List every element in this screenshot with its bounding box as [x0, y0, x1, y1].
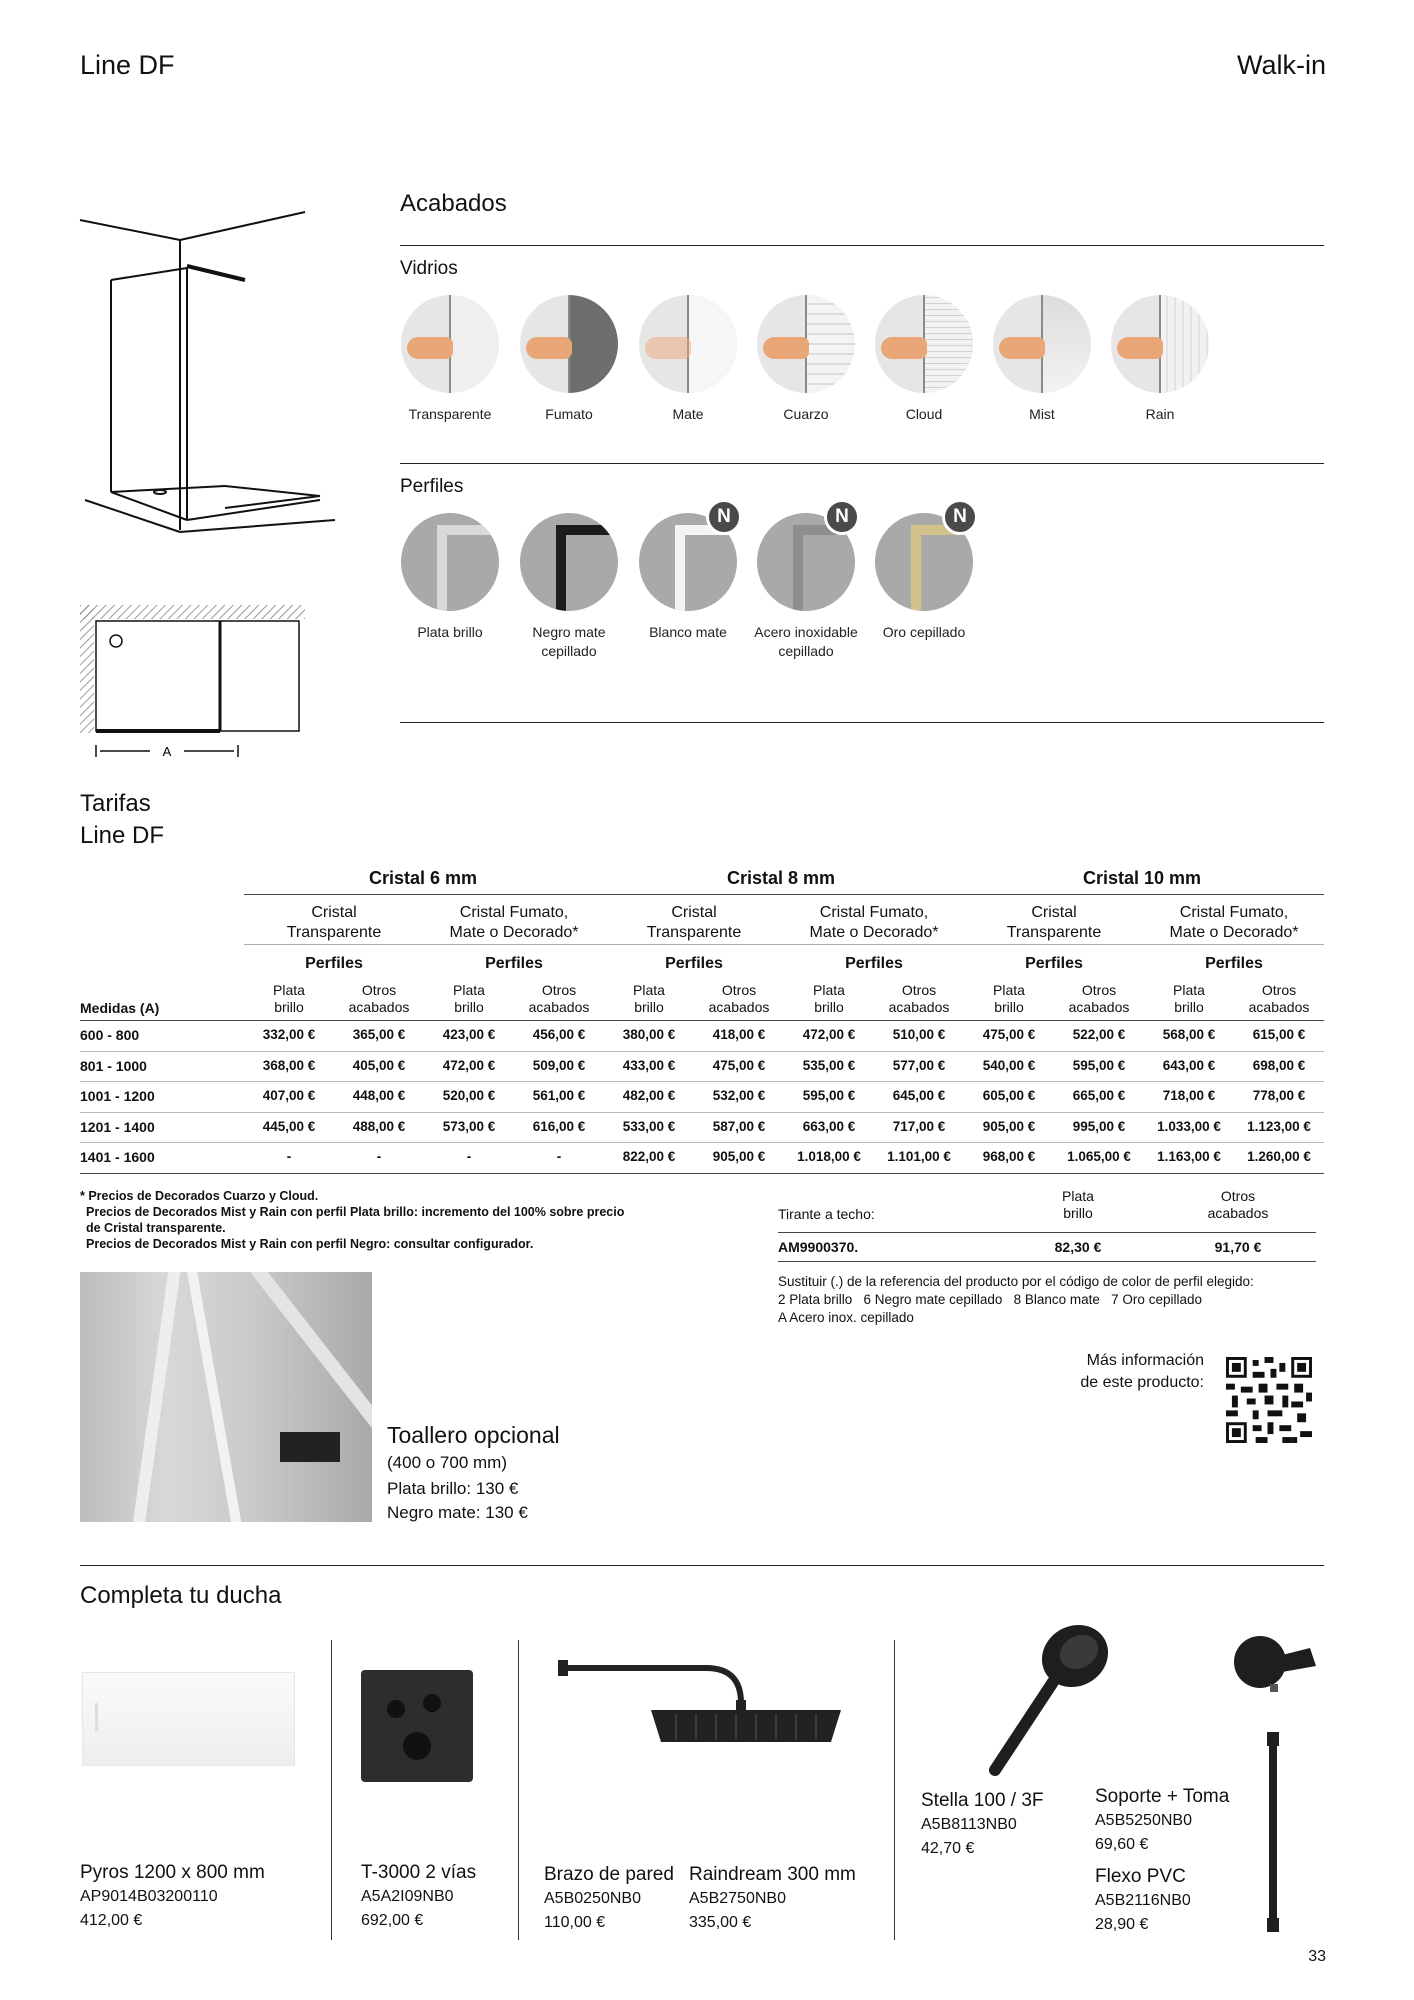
- table-cell: -: [556, 1149, 562, 1164]
- col-header-plata-brillo: Plata brillo: [633, 982, 665, 1015]
- table-cell: 616,00 €: [532, 1118, 586, 1134]
- group-header-10mm: Cristal 10 mm: [1082, 868, 1202, 888]
- table-cell: 456,00 €: [532, 1027, 586, 1042]
- swatch-mist[interactable]: [987, 295, 1097, 424]
- product-ref: A5B2116NB0: [1095, 1892, 1191, 1909]
- group-header-6mm: Cristal 6 mm: [368, 868, 478, 888]
- table-cell: 475,00 €: [712, 1057, 766, 1073]
- product-raindream[interactable]: [689, 1864, 856, 1932]
- perfil-negro-mate[interactable]: [514, 513, 624, 661]
- product-brazo[interactable]: [544, 1864, 674, 1932]
- perfil-plata-brillo[interactable]: [395, 513, 505, 642]
- swatch-image: [757, 295, 855, 393]
- product-name: T-3000 2 vías: [361, 1862, 477, 1883]
- table-cell: 1.260,00 €: [1247, 1149, 1311, 1164]
- table-cell: 1.101,00 €: [887, 1149, 951, 1164]
- table-cell: 332,00 €: [262, 1027, 316, 1042]
- table-cell: 968,00 €: [982, 1149, 1036, 1164]
- product-name: Brazo de pared: [544, 1864, 674, 1885]
- perfil-label: Oro cepillado: [882, 624, 966, 640]
- table-cell: 905,00 €: [982, 1118, 1036, 1134]
- perfiles-header: Perfiles: [485, 955, 543, 972]
- table-cell: 573,00 €: [442, 1118, 496, 1134]
- table-cell: 1.018,00 €: [797, 1149, 861, 1164]
- tirante-col2: Otros acabados: [1207, 1188, 1269, 1221]
- product-pyros[interactable]: [80, 1862, 265, 1930]
- tirante-row: [778, 1232, 1316, 1262]
- col-header-otros-acabados: Otros acabados: [348, 982, 410, 1015]
- subgroup-header: Cristal Fumato, Mate o Decorado*: [1169, 904, 1299, 941]
- product-price: 42,70 €: [921, 1840, 975, 1857]
- perfil-label: Acero inoxidable cepillado: [754, 624, 858, 659]
- swatch-label: Transparente: [408, 406, 492, 422]
- product-t3000[interactable]: [361, 1862, 476, 1930]
- divider: [80, 1020, 1324, 1021]
- group-header-8mm: Cristal 8 mm: [726, 868, 836, 888]
- tirante-price1: 82,30 €: [1054, 1239, 1102, 1255]
- divider: [518, 1640, 519, 1940]
- product-image-flexo: [1258, 1732, 1288, 1932]
- tirante-ref: AM9900370.: [778, 1239, 859, 1255]
- row-medida: 1201 - 1400: [80, 1118, 155, 1135]
- product-image-soporte: [1230, 1626, 1320, 1696]
- table-cell: 423,00 €: [442, 1027, 496, 1042]
- vidrios-title: Vidrios: [400, 258, 458, 279]
- divider: [244, 944, 1324, 945]
- product-ref: A5B5250NB0: [1095, 1812, 1192, 1829]
- table-cell: 405,00 €: [352, 1057, 406, 1073]
- table-cell: 698,00 €: [1252, 1057, 1306, 1073]
- divider: [80, 1051, 1324, 1052]
- divider: [894, 1640, 895, 1940]
- divider: [400, 722, 1324, 723]
- perfil-label: Blanco mate: [649, 624, 727, 640]
- page-number: 33: [1308, 1948, 1326, 1965]
- table-cell: 605,00 €: [982, 1088, 1036, 1103]
- table-cell: 645,00 €: [892, 1088, 946, 1103]
- table-cell: 1.163,00 €: [1157, 1149, 1221, 1164]
- row-medida: 1401 - 1600: [80, 1149, 155, 1165]
- swatch-label: Rain: [1145, 406, 1175, 422]
- product-ref: A5B2750NB0: [689, 1890, 786, 1907]
- product-flexo[interactable]: [1095, 1866, 1191, 1934]
- swatch-rain[interactable]: [1105, 295, 1215, 424]
- toallero-image: [80, 1272, 372, 1522]
- product-name: Raindream 300 mm: [689, 1864, 856, 1885]
- shower-plan-drawing: [80, 605, 310, 770]
- table-cell: 488,00 €: [352, 1118, 406, 1134]
- table-cell: 540,00 €: [982, 1057, 1036, 1073]
- table-cell: 472,00 €: [802, 1027, 856, 1042]
- table-cell: 643,00 €: [1162, 1057, 1216, 1073]
- swatch-image: [520, 295, 618, 393]
- swatch-cloud[interactable]: [869, 295, 979, 424]
- swatch-image: [639, 295, 737, 393]
- col-header-plata-brillo: Plata brillo: [453, 982, 485, 1015]
- divider: [244, 894, 1324, 895]
- table-cell: 595,00 €: [802, 1088, 856, 1103]
- product-stella[interactable]: [921, 1790, 1044, 1858]
- table-cell: 475,00 €: [982, 1027, 1036, 1042]
- divider: [80, 1173, 1324, 1174]
- table-cell: 510,00 €: [892, 1027, 946, 1042]
- perfil-image: [520, 513, 618, 611]
- table-cell: 718,00 €: [1162, 1088, 1216, 1103]
- toallero-title: Toallero opcional: [387, 1422, 560, 1448]
- subgroup-header: Cristal Fumato, Mate o Decorado*: [809, 904, 939, 941]
- completa-title: Completa tu ducha: [80, 1582, 282, 1609]
- acabados-title: Acabados: [400, 190, 507, 217]
- table-cell: 509,00 €: [532, 1057, 586, 1073]
- perfil-label: Plata brillo: [417, 624, 483, 640]
- tirante-col1: Plata brillo: [1062, 1188, 1094, 1221]
- table-cell: 472,00 €: [442, 1057, 496, 1073]
- divider: [80, 1565, 1324, 1566]
- product-price: 28,90 €: [1095, 1916, 1149, 1933]
- perfiles-header: Perfiles: [1205, 955, 1263, 972]
- subgroup-header: Cristal Transparente: [286, 904, 382, 941]
- row-medida: 1001 - 1200: [80, 1088, 155, 1104]
- product-image-pyros: [82, 1672, 295, 1766]
- table-cell: 418,00 €: [712, 1027, 766, 1042]
- table-cell: 433,00 €: [622, 1057, 676, 1073]
- perfiles-header: Perfiles: [845, 955, 903, 972]
- table-cell: 663,00 €: [802, 1118, 856, 1134]
- col-header-otros-acabados: Otros acabados: [1068, 982, 1130, 1015]
- product-ref: AP9014B03200110: [80, 1888, 218, 1905]
- table-cell: 595,00 €: [1072, 1057, 1126, 1073]
- more-info-text: Más información de este producto:: [1080, 1352, 1204, 1391]
- subgroup-header: Cristal Fumato, Mate o Decorado*: [449, 904, 579, 941]
- swatch-cuarzo[interactable]: [751, 295, 861, 424]
- product-ref: A5A2I09NB0: [361, 1888, 454, 1905]
- toallero-price1: Plata brillo: 130 €: [387, 1479, 519, 1498]
- swatch-label: Mate: [672, 406, 704, 422]
- table-cell: -: [286, 1149, 292, 1164]
- price-notes: * Precios de Decorados Cuarzo y Cloud. Precios de Decorados Mist y Rain con perfil Plata brillo: incremento del 100% sobre precio de Cristal transparente. Precios de Decorados Mist y Rain con perfil Negro: consultar configurador.: [80, 1189, 625, 1251]
- col-header-plata-brillo: Plata brillo: [1173, 982, 1205, 1015]
- divider: [80, 1142, 1324, 1143]
- perfil-acero-inoxidable[interactable]: [751, 513, 861, 661]
- table-cell: 448,00 €: [352, 1088, 406, 1103]
- col-header-plata-brillo: Plata brillo: [993, 982, 1025, 1015]
- table-cell: 365,00 €: [352, 1027, 406, 1042]
- perfiles-title: Perfiles: [400, 476, 464, 497]
- swatch-label: Cloud: [905, 406, 943, 422]
- divider: [400, 245, 1324, 246]
- product-price: 110,00 €: [544, 1914, 606, 1931]
- toallero-info: [387, 1422, 560, 1523]
- divider: [80, 1112, 1324, 1113]
- toallero-size: (400 o 700 mm): [387, 1453, 507, 1472]
- col-header-plata-brillo: Plata brillo: [273, 982, 305, 1015]
- product-price: 692,00 €: [361, 1912, 424, 1929]
- qr-code-icon[interactable]: [1226, 1357, 1312, 1443]
- row-medida: 600 - 800: [80, 1027, 140, 1043]
- table-cell: 665,00 €: [1072, 1088, 1126, 1103]
- sustituir-note: Sustituir (.) de la referencia del producto por el código de color de perfil elegido: 2 Plata brillo 6 Negro mate cepillado 8 Blanco mate 7 Oro cepillado A Acero inox. cepillado: [778, 1274, 1254, 1325]
- page-header-right: Walk-in: [1236, 50, 1326, 80]
- table-cell: 995,00 €: [1072, 1118, 1126, 1134]
- medidas-label: Medidas (A): [80, 1000, 160, 1016]
- swatch-transparente[interactable]: [395, 295, 505, 424]
- table-cell: 445,00 €: [262, 1118, 316, 1134]
- table-cell: 535,00 €: [802, 1057, 856, 1073]
- table-cell: 1.033,00 €: [1157, 1118, 1221, 1134]
- shower-perspective-drawing: [75, 200, 345, 550]
- new-badge: N: [706, 499, 742, 535]
- table-cell: 407,00 €: [262, 1088, 316, 1103]
- table-cell: 533,00 €: [622, 1118, 676, 1134]
- tirante-table: [778, 1188, 1316, 1262]
- table-cell: 520,00 €: [442, 1088, 496, 1103]
- col-header-otros-acabados: Otros acabados: [528, 982, 590, 1015]
- product-ref: A5B0250NB0: [544, 1890, 641, 1907]
- table-cell: -: [376, 1149, 382, 1164]
- product-image-stella: [975, 1620, 1115, 1780]
- product-price: 69,60 €: [1095, 1836, 1149, 1853]
- col-header-otros-acabados: Otros acabados: [888, 982, 950, 1015]
- swatch-image: [401, 295, 499, 393]
- swatch-image: [1111, 295, 1209, 393]
- divider: [331, 1640, 332, 1940]
- perfiles-header: Perfiles: [1025, 955, 1083, 972]
- swatch-label: Cuarzo: [783, 406, 829, 422]
- tirante-label: Tirante a techo:: [778, 1206, 875, 1222]
- table-cell: -: [466, 1149, 472, 1164]
- swatch-label: Fumato: [545, 406, 593, 422]
- subgroup-header: Cristal Transparente: [1006, 904, 1102, 941]
- table-cell: 568,00 €: [1162, 1027, 1216, 1042]
- table-cell: 532,00 €: [712, 1088, 766, 1103]
- new-badge: N: [824, 499, 860, 535]
- product-image-brazo-raindream: [556, 1648, 846, 1768]
- col-header-plata-brillo: Plata brillo: [813, 982, 845, 1015]
- swatch-fumato[interactable]: [514, 295, 624, 424]
- tirante-price2: 91,70 €: [1214, 1239, 1262, 1255]
- swatch-mate[interactable]: [633, 295, 743, 424]
- dimension-a-label: A: [162, 744, 172, 759]
- product-image-t3000: [361, 1670, 473, 1782]
- page-header-left: Line DF: [80, 50, 175, 80]
- new-badge: N: [942, 499, 978, 535]
- table-cell: 822,00 €: [622, 1149, 676, 1164]
- table-cell: 380,00 €: [622, 1027, 676, 1042]
- product-soporte[interactable]: [1095, 1786, 1229, 1854]
- divider: [400, 463, 1324, 464]
- product-name: Stella 100 / 3F: [921, 1790, 1044, 1811]
- table-cell: 577,00 €: [892, 1057, 946, 1073]
- table-cell: 482,00 €: [622, 1088, 676, 1103]
- table-cell: 522,00 €: [1072, 1027, 1126, 1042]
- toallero-price2: Negro mate: 130 €: [387, 1503, 528, 1522]
- table-cell: 905,00 €: [712, 1149, 766, 1164]
- product-name: Flexo PVC: [1095, 1866, 1186, 1887]
- swatch-image: [875, 295, 973, 393]
- table-cell: 615,00 €: [1252, 1027, 1306, 1042]
- col-header-otros-acabados: Otros acabados: [708, 982, 770, 1015]
- tarifas-title: Tarifas Line DF: [80, 790, 165, 849]
- col-header-otros-acabados: Otros acabados: [1248, 982, 1310, 1015]
- product-price: 412,00 €: [80, 1912, 143, 1929]
- table-cell: 1.123,00 €: [1247, 1118, 1311, 1134]
- table-cell: 368,00 €: [262, 1057, 316, 1073]
- swatch-label: Mist: [1029, 406, 1055, 422]
- perfiles-header: Perfiles: [665, 955, 723, 972]
- table-cell: 561,00 €: [532, 1088, 586, 1103]
- subgroup-header: Cristal Transparente: [646, 904, 742, 941]
- table-cell: 778,00 €: [1252, 1088, 1306, 1103]
- swatch-image: [993, 295, 1091, 393]
- row-medida: 801 - 1000: [80, 1057, 147, 1074]
- divider: [80, 1081, 1324, 1082]
- perfiles-header: Perfiles: [305, 955, 363, 972]
- perfil-image: [401, 513, 499, 611]
- perfil-label: Negro mate cepillado: [532, 624, 606, 659]
- product-ref: A5B8113NB0: [921, 1816, 1017, 1833]
- table-cell: 717,00 €: [892, 1118, 946, 1134]
- table-cell: 587,00 €: [712, 1118, 766, 1134]
- product-price: 335,00 €: [689, 1914, 752, 1931]
- table-cell: 1.065,00 €: [1067, 1149, 1131, 1164]
- product-name: Pyros 1200 x 800 mm: [80, 1862, 265, 1883]
- product-name: Soporte + Toma: [1095, 1786, 1230, 1807]
